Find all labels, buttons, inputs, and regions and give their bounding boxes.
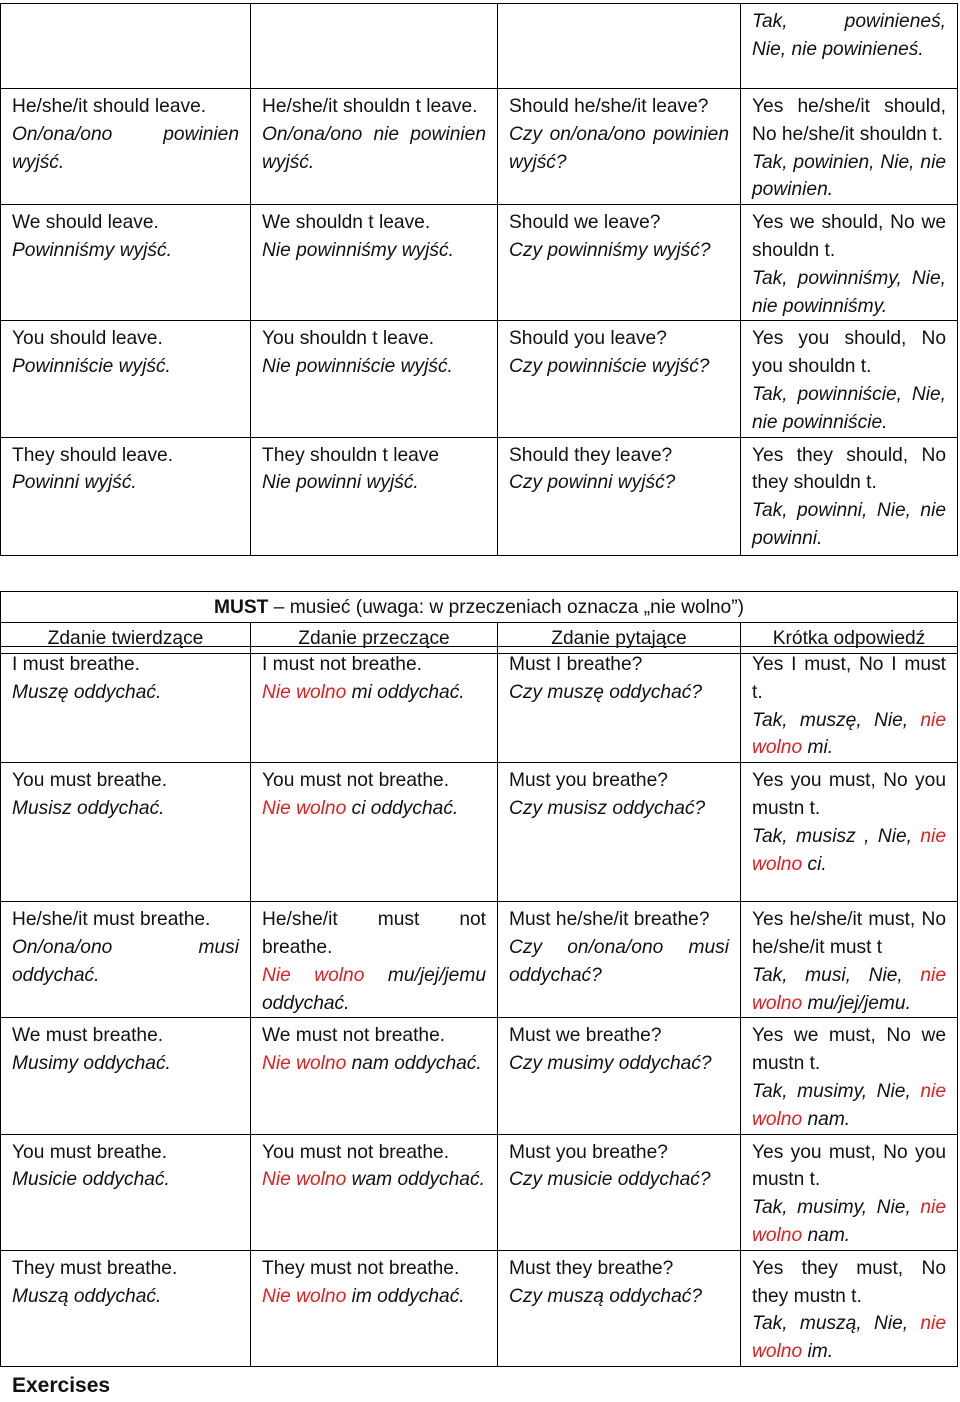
column-header: Zdanie pytające (498, 622, 741, 653)
affirmative-cell: I must breathe. Muszę oddychać. (1, 647, 251, 763)
must-table (0, 591, 958, 654)
negative-cell: They must not breathe. Nie wolno im oddychać. (251, 1250, 498, 1366)
affirmative-cell: You must breathe. Musicie oddychać. (1, 1134, 251, 1250)
should-table (0, 3, 958, 556)
short-answer-cell: Yes you must, No you mustn t. Tak, musisz , Nie, nie wolno ci. (741, 763, 958, 902)
question-cell: Should we leave? Czy powinniśmy wyjść? (498, 205, 741, 321)
question-cell: Must we breathe? Czy musimy oddychać? (498, 1018, 741, 1134)
affirmative-cell: They must breathe. Muszą oddychać. (1, 1250, 251, 1366)
red-nie-wolno: nie wolno (752, 709, 946, 759)
must-title-row (1, 592, 958, 623)
question-cell: Must they breathe? Czy muszą oddychać? (498, 1250, 741, 1366)
table-row (1, 205, 958, 321)
red-nie-wolno: Nie wolno (262, 1053, 347, 1075)
red-nie-wolno: Nie wolno (262, 964, 365, 986)
question-cell: Must he/she/it breathe? Czy on/ona/ono musi oddychać? (498, 902, 741, 1018)
short-answer-cell: Yes he/she/it should, No he/she/it shouldn t. Tak, powinien, Nie, nie powinien. (741, 89, 958, 205)
negative-cell: He/she/it shouldn t leave. On/ona/ono nie powinien wyjść. (251, 89, 498, 205)
table-row (1, 437, 958, 555)
short-answer-cell: Yes they should, No they shouldn t. Tak, powinni, Nie, nie powinni. (741, 437, 958, 555)
affirmative-cell: You should leave. Powinniście wyjść. (1, 321, 251, 437)
question-cell: Must I breathe? Czy muszę oddychać? (498, 647, 741, 763)
short-answer-cell: Yes you must, No you mustn t. Tak, musimy, Nie, nie wolno nam. (741, 1134, 958, 1250)
negative-cell: You must not breathe. Nie wolno ci oddychać. (251, 763, 498, 902)
should-continued-row (1, 4, 958, 89)
negative-cell: I must not breathe. Nie wolno mi oddychać. (251, 647, 498, 763)
red-nie-wolno: nie wolno (752, 1080, 946, 1130)
negative-cell: We shouldn t leave. Nie powinniśmy wyjść. (251, 205, 498, 321)
table-row (1, 1018, 958, 1134)
negative-cell: We must not breathe. Nie wolno nam oddychać. (251, 1018, 498, 1134)
short-answer-cell: Yes they must, No they mustn t. Tak, muszą, Nie, nie wolno im. (741, 1250, 958, 1366)
table-row (1, 1134, 958, 1250)
question-cell: Should he/she/it leave? Czy on/ona/ono powinien wyjść? (498, 89, 741, 205)
question-cell: Should you leave? Czy powinniście wyjść? (498, 321, 741, 437)
negative-cell: He/she/it must not breathe. Nie wolno mu/jej/jemu oddychać. (251, 902, 498, 1018)
table-row (1, 763, 958, 902)
must-rows-table (0, 646, 958, 1367)
table-row (1, 89, 958, 205)
column-header: Zdanie twierdzące (1, 622, 251, 653)
red-nie-wolno: nie wolno (752, 964, 946, 1014)
table-row (1, 1250, 958, 1366)
red-nie-wolno: Nie wolno (262, 1169, 347, 1191)
red-nie-wolno: Nie wolno (262, 797, 347, 819)
exercises-heading: Exercises (12, 1374, 111, 1397)
table-row (1, 321, 958, 437)
column-header: Zdanie przeczące (251, 622, 498, 653)
red-nie-wolno: nie wolno (752, 1197, 946, 1246)
red-nie-wolno: nie wolno (752, 1313, 946, 1363)
affirmative-cell: He/she/it should leave. On/ona/ono powinien wyjść. (1, 89, 251, 205)
question-cell: Should they leave? Czy powinni wyjść? (498, 437, 741, 555)
affirmative-cell: They should leave. Powinni wyjść. (1, 437, 251, 555)
affirmative-cell: We should leave. Powinniśmy wyjść. (1, 205, 251, 321)
table-row (1, 647, 958, 763)
short-answer-cell: Yes we should, No we shouldn t. Tak, powinniśmy, Nie, nie powinniśmy. (741, 205, 958, 321)
short-answer-cell: Yes he/she/it must, No he/she/it must t Tak, musi, Nie, nie wolno mu/jej/jemu. (741, 902, 958, 1018)
affirmative-cell: He/she/it must breathe. On/ona/ono musi oddychać. (1, 902, 251, 1018)
negative-cell: They shouldn t leave Nie powinni wyjść. (251, 437, 498, 555)
red-nie-wolno: Nie wolno (262, 1285, 347, 1307)
short-answer-cell: Yes I must, No I must t. Tak, muszę, Nie, nie wolno mi. (741, 647, 958, 763)
red-nie-wolno: nie wolno (752, 825, 946, 875)
short-answer-cell: Tak, powinieneś, Nie, nie powinieneś. (741, 4, 958, 89)
short-answer-cell: Yes we must, No we mustn t. Tak, musimy, Nie, nie wolno nam. (741, 1018, 958, 1134)
affirmative-cell: We must breathe. Musimy oddychać. (1, 1018, 251, 1134)
red-nie-wolno: Nie wolno (262, 681, 347, 703)
negative-cell: You shouldn t leave. Nie powinniście wyjść. (251, 321, 498, 437)
affirmative-cell: You must breathe. Musisz oddychać. (1, 763, 251, 902)
must-title: MUST – musieć (uwaga: w przeczeniach oznacza „nie wolno”) (1, 592, 958, 623)
short-answer-cell: Yes you should, No you shouldn t. Tak, powinniście, Nie, nie powinniście. (741, 321, 958, 437)
table-row (1, 902, 958, 1018)
negative-cell: You must not breathe. Nie wolno wam oddychać. (251, 1134, 498, 1250)
column-header: Krótka odpowiedź (741, 622, 958, 653)
question-cell: Must you breathe? Czy musisz oddychać? (498, 763, 741, 902)
question-cell: Must you breathe? Czy musicie oddychać? (498, 1134, 741, 1250)
